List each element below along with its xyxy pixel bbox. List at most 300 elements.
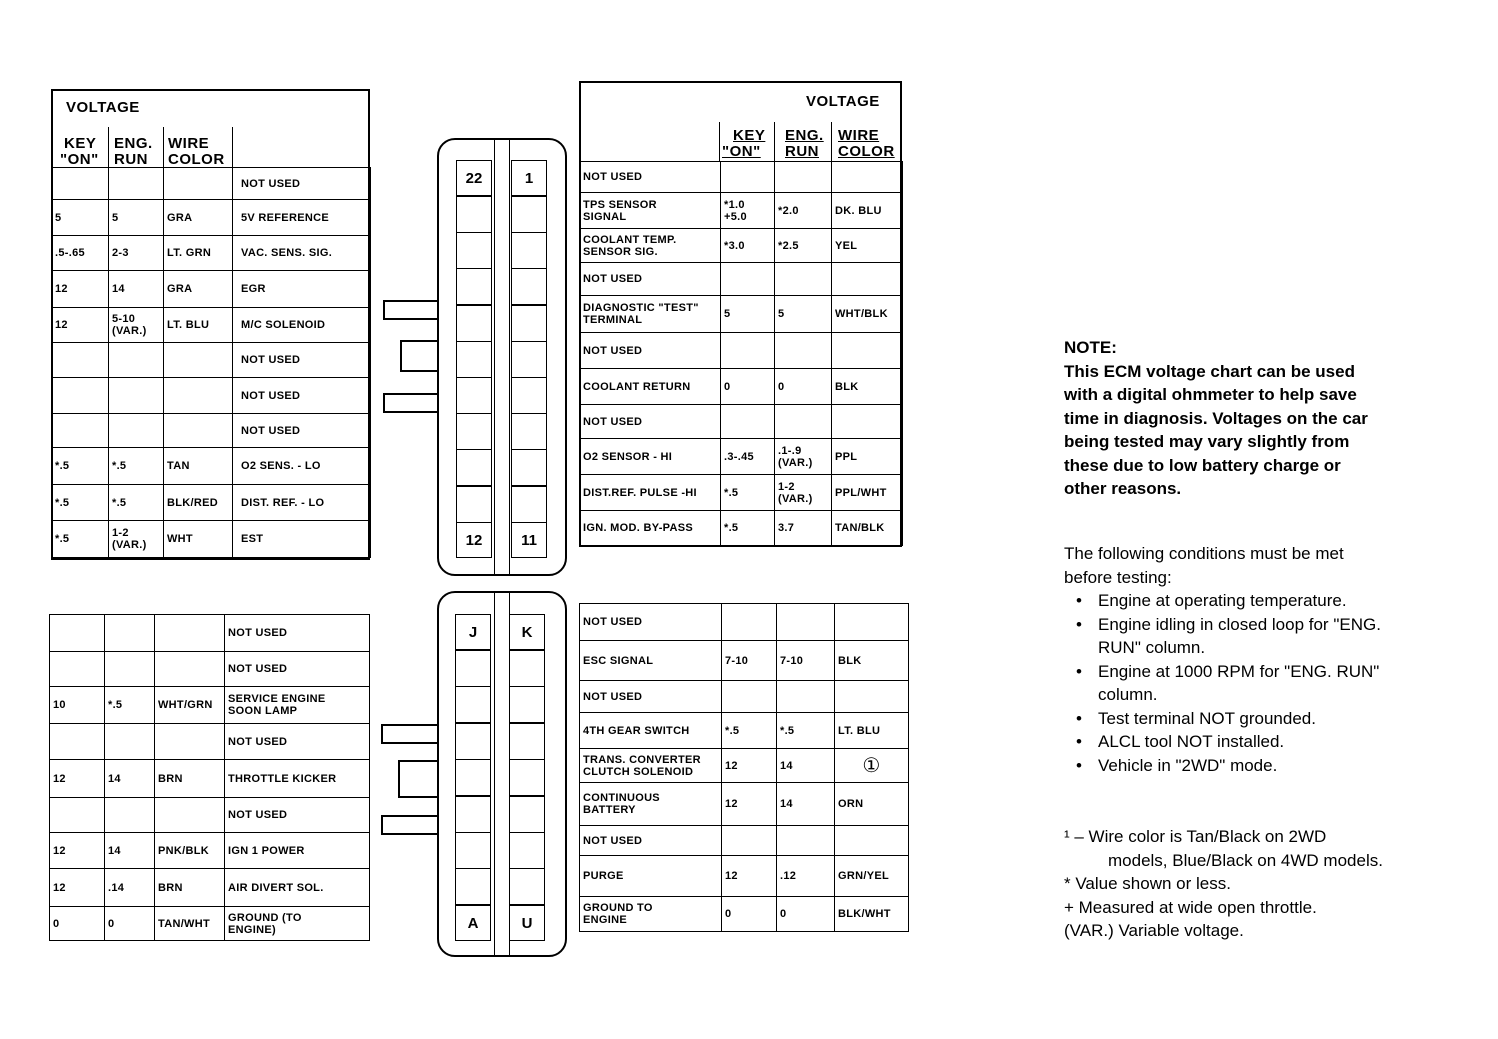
circuit-name: GROUND TO xyxy=(583,902,653,914)
pin-A: A xyxy=(455,905,491,941)
header-key-on-right: "ON" xyxy=(722,143,761,160)
eng-run-cell xyxy=(775,296,832,333)
circuit-name-line2: ENGINE xyxy=(583,914,627,926)
table-row xyxy=(52,308,371,343)
circuit-name-line2: ENGINE) xyxy=(228,923,276,936)
eng-run-value: 2-3 xyxy=(112,247,129,259)
pin-slot xyxy=(456,341,492,378)
pin-1: 1 xyxy=(511,160,547,196)
key-on-value: *.5 xyxy=(724,522,739,534)
circuit-cell: VAC. SENS. SIG. xyxy=(233,236,371,271)
table-row xyxy=(52,168,371,200)
wire-color-cell xyxy=(155,798,225,833)
pin-slot xyxy=(511,377,547,414)
table-row xyxy=(52,343,371,378)
pin-slot xyxy=(456,305,492,342)
circuit-name: O2 SENSOR - HI xyxy=(583,450,673,463)
wire-color-cell xyxy=(164,343,233,378)
key-on-cell xyxy=(50,652,105,687)
eng-run-cell xyxy=(105,615,155,652)
key-on-cell: 0 xyxy=(722,897,777,932)
wire-color-cell: LT. BLU xyxy=(835,713,909,749)
pin-slot xyxy=(509,723,545,760)
pin-slot xyxy=(455,796,491,833)
circuit-cell xyxy=(580,897,722,932)
pin-slot xyxy=(455,832,491,869)
wire-color-cell: WHT/BLK xyxy=(832,296,903,333)
pin-slot xyxy=(511,486,547,523)
circuit-cell xyxy=(225,833,370,869)
header-eng: ENG. xyxy=(114,135,153,152)
table-row xyxy=(52,200,371,236)
circuit-cell xyxy=(580,263,721,296)
eng-run-cell: *.5 xyxy=(777,713,835,749)
table-row xyxy=(50,869,370,907)
wire-color-cell xyxy=(835,604,909,641)
circuit-name: COOLANT TEMP. xyxy=(583,233,677,246)
condition-item: • Vehicle in "2WD" mode. xyxy=(1076,755,1278,775)
wire-color-cell: DK. BLU xyxy=(832,193,903,229)
wire-color-cell: GRN/YEL xyxy=(835,856,909,897)
circuit-cell xyxy=(580,604,722,641)
key-on-cell xyxy=(721,193,775,229)
eng-run-cell xyxy=(775,405,832,439)
eng-run-value: *.5 xyxy=(112,460,127,472)
wire-color-cell: BLK/WHT xyxy=(835,897,909,932)
circuit-name: SERVICE ENGINE xyxy=(228,693,326,705)
header-eng-right: ENG. xyxy=(785,127,824,144)
eng-run-cell: 14 xyxy=(777,783,835,826)
wire-color-cell: BLK xyxy=(832,369,903,405)
eng-run-cell: 7-10 xyxy=(777,641,835,681)
table-row xyxy=(580,405,903,439)
table-row xyxy=(50,833,370,869)
wire-color-cell xyxy=(835,826,909,856)
wire-color-cell xyxy=(832,333,903,369)
table-row xyxy=(50,760,370,798)
pin-slot xyxy=(509,868,545,905)
table-row xyxy=(52,485,371,521)
pin-slot xyxy=(455,723,491,760)
note-line: being tested may vary slightly from xyxy=(1064,432,1350,451)
key-on-cell xyxy=(721,333,775,369)
eng-run-value: 1-2 xyxy=(778,480,795,493)
voltage-title: VOLTAGE xyxy=(66,99,140,116)
circuit-cell xyxy=(580,369,721,405)
wire-color-cell xyxy=(164,168,233,200)
eng-run-cell xyxy=(777,826,835,856)
eng-run-value: 5 xyxy=(778,308,785,320)
circuit-name-line2: SIGNAL xyxy=(583,210,627,223)
table-row xyxy=(580,856,909,897)
key-on-cell: .5-.65 xyxy=(52,236,109,271)
footnote-wire-color-cont: models, Blue/Black on 4WD models. xyxy=(1108,850,1383,870)
circuit-cell: NOT USED xyxy=(233,378,371,414)
circuit-name: NOT USED xyxy=(583,171,643,183)
wire-color-cell xyxy=(832,405,903,439)
key-on-cell xyxy=(721,475,775,511)
pin-slot xyxy=(511,268,547,305)
key-on-value: *.5 xyxy=(724,486,739,499)
table-row xyxy=(580,749,909,783)
circuit-cell xyxy=(580,856,722,897)
table-row xyxy=(50,687,370,724)
header-run-right: RUN xyxy=(785,143,819,160)
eng-run-cell xyxy=(109,378,164,414)
circuit-cell: EGR xyxy=(233,271,371,308)
circuit-cell: NOT USED xyxy=(233,168,371,200)
eng-run-cell xyxy=(109,200,164,236)
eng-run-value: 3.7 xyxy=(778,522,795,534)
circuit-name-line2: CLUTCH SOLENOID xyxy=(583,765,694,778)
circuit-cell xyxy=(580,783,722,826)
note-line: time in diagnosis. Voltages on the car xyxy=(1064,408,1368,428)
key-on-cell: 12 xyxy=(722,783,777,826)
eng-run-value: 1-2 xyxy=(112,527,129,539)
table-row xyxy=(52,271,371,308)
conditions-block xyxy=(1064,542,1464,777)
circuit-name: NOT USED xyxy=(583,616,643,628)
circuit-cell xyxy=(225,907,370,941)
eng-run-cell xyxy=(109,271,164,308)
eng-run-value-line2: (VAR.) xyxy=(112,325,147,337)
pin-slot xyxy=(455,686,491,723)
eng-run-value: *.5 xyxy=(112,496,127,509)
circuit-name: CONTINUOUS xyxy=(583,792,660,804)
table-row xyxy=(580,193,903,229)
circuit-name: 4TH GEAR SWITCH xyxy=(583,724,690,737)
key-on-cell xyxy=(722,826,777,856)
circuit-cell: DIST. REF. - LO xyxy=(233,485,371,521)
key-on-value: 5 xyxy=(724,308,731,320)
table-row xyxy=(52,378,371,414)
circuit-cell xyxy=(580,162,721,193)
note-line: This ECM voltage chart can be used xyxy=(1064,361,1355,381)
key-on-cell xyxy=(52,168,109,200)
key-on-cell xyxy=(50,798,105,833)
key-on-value: 0 xyxy=(724,380,731,393)
circuit-cell: NOT USED xyxy=(233,414,371,448)
circuit-cell xyxy=(225,652,370,687)
eng-run-cell xyxy=(775,439,832,475)
footnote-plus: + Measured at wide open throttle. xyxy=(1064,897,1317,917)
eng-run-value: 14 xyxy=(112,283,125,295)
table-row xyxy=(52,236,371,271)
note-line: these due to low battery charge or xyxy=(1064,455,1341,475)
pin-12: 12 xyxy=(456,522,492,558)
circuit-cell xyxy=(580,713,722,749)
pin-slot xyxy=(511,413,547,450)
top-right-rows xyxy=(579,161,903,546)
key-on-cell: 12 xyxy=(722,856,777,897)
wire-color-cell: BRN xyxy=(155,869,225,907)
table-row xyxy=(50,615,370,652)
key-on-cell: 7-10 xyxy=(722,641,777,681)
key-on-cell: 5 xyxy=(52,200,109,236)
table-row xyxy=(580,333,903,369)
wire-color-cell: GRA xyxy=(164,271,233,308)
key-on-cell: *.5 xyxy=(52,485,109,521)
key-on-cell: *.5 xyxy=(52,448,109,485)
circuit-cell: EST xyxy=(233,521,371,558)
eng-run-value: 0 xyxy=(778,380,785,393)
wire-color-cell xyxy=(155,724,225,760)
eng-run-value-line2: (VAR.) xyxy=(778,492,813,505)
table-row xyxy=(52,414,371,448)
wire-color-cell: ① xyxy=(835,749,909,783)
eng-run-cell xyxy=(775,193,832,229)
pin-slot xyxy=(511,232,547,269)
key-on-cell xyxy=(722,681,777,713)
table-row xyxy=(580,681,909,713)
circuit-cell xyxy=(225,615,370,652)
wire-color-cell xyxy=(164,414,233,448)
eng-run-cell xyxy=(777,681,835,713)
pin-slot xyxy=(509,759,545,796)
wire-color-cell: ORN xyxy=(835,783,909,826)
table-row xyxy=(580,511,903,546)
eng-run-value-line2: (VAR.) xyxy=(112,539,147,551)
note-heading: NOTE: xyxy=(1064,338,1117,357)
circuit-name-line2: BATTERY xyxy=(583,804,636,816)
wire-color-cell: GRA xyxy=(164,200,233,236)
key-on-cell xyxy=(721,296,775,333)
condition-item: • Test terminal NOT grounded. xyxy=(1076,708,1316,728)
eng-run-cell: 0 xyxy=(105,907,155,941)
circuit-name: TPS SENSOR xyxy=(583,198,657,211)
circuit-name-line2: SOON LAMP xyxy=(228,705,298,717)
key-on-value-line2: +5.0 xyxy=(724,210,747,223)
eng-run-cell xyxy=(777,604,835,641)
eng-run-cell: 0 xyxy=(777,897,835,932)
circuit-cell xyxy=(580,439,721,475)
eng-run-cell xyxy=(109,521,164,558)
circuit-name-line2: TERMINAL xyxy=(583,314,643,326)
key-on-cell xyxy=(721,162,775,193)
circuit-name: NOT USED xyxy=(228,663,288,675)
circuit-name: NOT USED xyxy=(583,273,643,285)
eng-run-cell: .14 xyxy=(105,869,155,907)
eng-run-cell xyxy=(109,414,164,448)
wire-color-cell: LT. GRN xyxy=(164,236,233,271)
wire-color-cell: WHT xyxy=(164,521,233,558)
circuit-name: NOT USED xyxy=(228,809,288,821)
key-on-cell xyxy=(721,369,775,405)
circuit-cell xyxy=(225,687,370,724)
eng-run-cell: *.5 xyxy=(105,687,155,724)
wire-color-cell: WHT/GRN xyxy=(155,687,225,724)
wire-color-cell xyxy=(832,162,903,193)
wire-color-cell: YEL xyxy=(832,229,903,263)
eng-run-cell xyxy=(109,236,164,271)
note-line: other reasons. xyxy=(1064,479,1182,498)
pin-slot xyxy=(455,759,491,796)
header-wire-right: WIRE xyxy=(838,127,880,144)
wire-color-cell: PNK/BLK xyxy=(155,833,225,869)
circuit-name-line2: SENSOR SIG. xyxy=(583,245,658,258)
circuit-name: AIR DIVERT SOL. xyxy=(228,881,324,894)
circuit-cell xyxy=(580,193,721,229)
eng-run-cell xyxy=(109,168,164,200)
pin-slot xyxy=(456,232,492,269)
table-row xyxy=(580,641,909,681)
voltage-title-right: VOLTAGE xyxy=(806,93,880,110)
condition-item: • Engine at 1000 RPM for "ENG. RUN" column. xyxy=(1076,661,1380,704)
bottom-right-rows xyxy=(579,603,909,932)
key-on-value: *3.0 xyxy=(724,239,745,252)
key-on-value: *1.0 xyxy=(724,198,745,211)
wire-color-cell xyxy=(832,263,903,296)
pin-slot xyxy=(456,486,492,523)
table-row xyxy=(580,296,903,333)
pin-slot xyxy=(509,650,545,687)
table-row xyxy=(50,724,370,760)
wire-color-cell: TAN/WHT xyxy=(155,907,225,941)
pin-slot xyxy=(456,268,492,305)
key-on-cell: 12 xyxy=(50,760,105,798)
legend-block xyxy=(1064,825,1464,943)
table-row xyxy=(580,475,903,511)
eng-run-cell xyxy=(109,448,164,485)
eng-run-cell xyxy=(775,369,832,405)
header-key-on: "ON" xyxy=(60,151,99,168)
table-row xyxy=(580,229,903,263)
note-line: with a digital ohmmeter to help save xyxy=(1064,385,1357,404)
circuit-name: NOT USED xyxy=(583,415,643,428)
eng-run-cell xyxy=(105,724,155,760)
condition-item: • ALCL tool NOT installed. xyxy=(1076,732,1285,751)
eng-run-cell xyxy=(775,263,832,296)
key-on-cell: 0 xyxy=(50,907,105,941)
eng-run-cell xyxy=(775,511,832,546)
pin-slot xyxy=(509,686,545,723)
pin-K: K xyxy=(509,614,545,650)
key-on-cell xyxy=(721,263,775,296)
wire-color-cell: BLK xyxy=(835,641,909,681)
key-on-cell xyxy=(721,511,775,546)
pin-slot xyxy=(456,413,492,450)
condition-item: • Engine at operating temperature. xyxy=(1076,591,1347,610)
table-row xyxy=(580,162,903,193)
circuit-name: IGN. MOD. BY-PASS xyxy=(583,522,694,534)
top-left-rows xyxy=(51,167,371,558)
condition-item: • Engine idling in closed loop for "ENG. RUN" column. xyxy=(1076,614,1381,657)
wire-color-cell: TAN xyxy=(164,448,233,485)
eng-run-value: 5 xyxy=(112,211,119,224)
circuit-cell xyxy=(580,749,722,783)
table-row xyxy=(580,263,903,296)
table-row xyxy=(52,448,371,485)
eng-run-cell: 14 xyxy=(105,760,155,798)
wire-color-cell xyxy=(155,615,225,652)
header-color-right: COLOR xyxy=(838,143,895,160)
note-block xyxy=(1064,336,1454,501)
eng-run-value-line2: (VAR.) xyxy=(778,456,813,469)
key-on-cell: 10 xyxy=(50,687,105,724)
pin-slot xyxy=(456,196,492,233)
wire-color-cell: PPL/WHT xyxy=(832,475,903,511)
circuit-name: TRANS. CONVERTER xyxy=(583,753,701,766)
key-on-cell: 12 xyxy=(50,869,105,907)
circuit-name: PURGE xyxy=(583,870,624,882)
circuit-cell xyxy=(225,798,370,833)
eng-run-cell: 14 xyxy=(105,833,155,869)
pin-slot xyxy=(455,868,491,905)
circuit-cell xyxy=(225,869,370,907)
circuit-name: NOT USED xyxy=(583,344,643,357)
key-on-cell: 12 xyxy=(722,749,777,783)
key-on-cell xyxy=(721,229,775,263)
circuit-name: DIAGNOSTIC "TEST" xyxy=(583,302,699,314)
circuit-name: ESC SIGNAL xyxy=(583,654,654,667)
pin-11: 11 xyxy=(511,522,547,558)
eng-run-cell xyxy=(109,485,164,521)
key-on-cell xyxy=(722,604,777,641)
table-row xyxy=(580,826,909,856)
eng-run-cell: 14 xyxy=(777,749,835,783)
eng-run-cell xyxy=(105,798,155,833)
circuit-name: COOLANT RETURN xyxy=(583,380,691,393)
eng-run-cell xyxy=(105,652,155,687)
circuit-cell: NOT USED xyxy=(233,343,371,378)
key-on-cell xyxy=(52,378,109,414)
circuit-cell xyxy=(580,333,721,369)
pin-slot xyxy=(455,650,491,687)
circuit-name: NOT USED xyxy=(583,690,643,703)
eng-run-value: 5-10 xyxy=(112,313,136,325)
table-row xyxy=(580,897,909,932)
pin-slot xyxy=(511,449,547,486)
pin-slot xyxy=(509,796,545,833)
key-on-cell: 12 xyxy=(52,271,109,308)
key-on-value: .3-.45 xyxy=(724,450,754,463)
key-on-cell: *.5 xyxy=(722,713,777,749)
circuit-name: NOT USED xyxy=(583,834,643,847)
pin-slot xyxy=(511,196,547,233)
key-on-cell: *.5 xyxy=(52,521,109,558)
header-key: KEY xyxy=(64,135,97,152)
key-on-cell: 12 xyxy=(52,308,109,343)
wire-color-cell: TAN/BLK xyxy=(832,511,903,546)
footnote-wire-color: ¹ – Wire color is Tan/Black on 2WD xyxy=(1064,827,1327,846)
key-on-cell xyxy=(50,724,105,760)
circuit-cell xyxy=(580,405,721,439)
table-row xyxy=(580,783,909,826)
key-on-cell xyxy=(721,439,775,475)
wire-color-cell: BLK/RED xyxy=(164,485,233,521)
pin-slot xyxy=(509,832,545,869)
footnote-var: (VAR.) Variable voltage. xyxy=(1064,921,1244,940)
wire-color-cell xyxy=(835,681,909,713)
wire-color-cell: LT. BLU xyxy=(164,308,233,343)
eng-run-cell xyxy=(775,229,832,263)
circuit-cell xyxy=(580,296,721,333)
header-key-right: KEY xyxy=(733,127,766,144)
conditions-list xyxy=(1064,589,1464,777)
wire-color-cell: BRN xyxy=(155,760,225,798)
pin-22: 22 xyxy=(456,160,492,196)
table-row xyxy=(52,521,371,558)
table-row xyxy=(50,798,370,833)
wire-color-cell xyxy=(155,652,225,687)
pin-slot xyxy=(511,341,547,378)
eng-run-value: *2.0 xyxy=(778,204,799,217)
pin-slot xyxy=(456,449,492,486)
key-on-cell xyxy=(52,414,109,448)
table-row xyxy=(50,907,370,941)
table-row xyxy=(580,713,909,749)
circuit-cell xyxy=(580,511,721,546)
